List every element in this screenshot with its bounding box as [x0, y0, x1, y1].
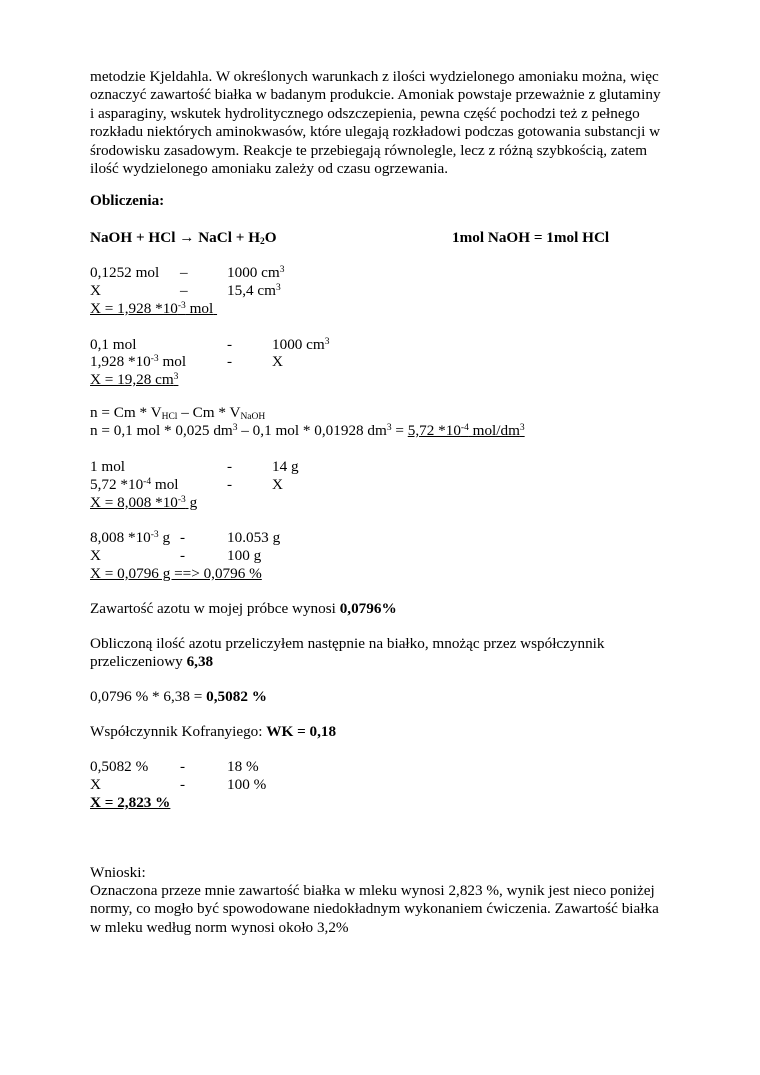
conclusion-line: Oznaczona przeze mnie zawartość białka w mleku wynosi 2,823 %, wynik jest nieco poniżej	[90, 882, 655, 899]
conversion-line-1: Obliczoną ilość azotu przeliczyłem następnie na białko, mnożąc przez współczynnik	[90, 635, 605, 652]
unit: mol	[151, 476, 179, 493]
protein-product	[90, 688, 267, 706]
text: n = Cm * V	[90, 404, 162, 421]
unit: mol/dm	[468, 422, 520, 439]
calc4-result: X = 0,0796 g ==> 0,0796 %	[90, 565, 262, 582]
exponent: -4	[143, 477, 152, 487]
calc2-result	[90, 371, 178, 389]
arrow-icon: →	[179, 229, 195, 246]
value: X = 19,28 cm	[90, 371, 174, 388]
intro-line: metodzie Kjeldahla. W określonych warunkach z ilości wydzielonego amoniaku można, więc	[90, 68, 659, 85]
exponent: 3	[275, 283, 281, 293]
formula-line-2	[90, 422, 525, 440]
kofranyi-coefficient	[90, 723, 336, 741]
calc1-r2-c3	[227, 282, 281, 300]
protein-value: 0,5082 %	[206, 688, 267, 705]
value: 5,72 *10	[407, 422, 461, 439]
calc3-result	[90, 494, 197, 512]
calc3-r2-c3: X	[272, 476, 283, 493]
calc4-r1-c1	[90, 529, 170, 547]
section-heading: Obliczenia:	[90, 192, 165, 209]
reaction-rhs: NaCl + H	[198, 229, 261, 246]
reaction-equation	[90, 229, 277, 247]
conclusion-line: normy, co mogło być spowodowane niedokładnym wykonaniem ćwiczenia. Zawartość białka	[90, 900, 659, 918]
exponent: 3	[232, 423, 238, 433]
reaction-lhs: NaOH + HCl	[90, 229, 176, 246]
calc4-r2-c3: 100 g	[227, 547, 262, 564]
text: n = 0,1 mol * 0,025 dm	[90, 422, 233, 439]
exponent: 3	[173, 372, 179, 382]
intro-line: ilość wydzielonego amoniaku zależy od czasu ogrzewania.	[90, 160, 449, 178]
calc1-r1-dash: –	[180, 264, 188, 281]
value: 8,008 *10	[90, 529, 151, 546]
exponent: 3	[324, 337, 330, 347]
exponent: 3	[519, 423, 525, 433]
value: X = 1,928 *10	[90, 300, 178, 317]
molar-ratio: 1mol NaOH = 1mol HCl	[452, 229, 610, 246]
intro-line: i asparaginy, wskutek hydrolitycznego odszczepienia, pewna część pochodzi też z pełnego	[90, 104, 640, 122]
conclusion-line: w mleku według norm wynosi około 3,2%	[90, 918, 349, 936]
kofranyi-value: WK = 0,18	[266, 723, 337, 740]
formula-result	[408, 422, 525, 439]
intro-line: rozkładu niektórych aminokwasów, które ulegają rozkładowi podczas gotowania substancji w	[90, 123, 661, 141]
calc5-r2-c1: X	[90, 776, 101, 793]
value: 1000 cm	[272, 336, 325, 353]
calc5-r1-c3: 18 %	[227, 758, 259, 775]
subscript: 2	[260, 237, 265, 247]
calc5-r2-c3: 100 %	[227, 776, 267, 793]
unit: g	[158, 529, 171, 546]
subscript: HCl	[161, 412, 178, 422]
text: – 0,1 mol * 0,01928 dm	[237, 422, 387, 439]
calc1-r1-c3	[227, 264, 284, 282]
exponent: -4	[460, 423, 469, 433]
unit: mol	[185, 300, 214, 317]
value: 1000 cm	[227, 264, 280, 281]
exponent: 3	[279, 265, 285, 275]
calc1-result	[90, 300, 217, 318]
intro-line: środowisku zasadowym. Reakcje te przebiegają równolegle, lecz z różną szybkością, zatem	[90, 141, 648, 159]
value: X = 8,008 *10	[90, 494, 178, 511]
text: przeliczeniowy	[90, 653, 187, 670]
unit: g	[185, 494, 198, 511]
nitrogen-content	[90, 600, 397, 618]
conclusions-title: Wnioski:	[90, 864, 146, 881]
exponent: 3	[386, 423, 392, 433]
calc2-r2-dash: -	[227, 353, 233, 370]
calc3-r1-c1: 1 mol	[90, 458, 126, 475]
calc4-r2-c1: X	[90, 547, 101, 564]
reaction-rhs-end: O	[264, 229, 277, 246]
unit: mol	[158, 353, 187, 370]
exponent: -3	[150, 354, 159, 364]
text: Zawartość azotu w mojej próbce wynosi	[90, 600, 340, 617]
calc1-r2-dash: –	[180, 282, 188, 299]
calc4-r1-c3: 10.053 g	[227, 529, 281, 546]
text: 0,0796 % * 6,38 =	[90, 688, 207, 705]
calc2-r1-c3	[272, 336, 329, 354]
calc3-r2-c1	[90, 476, 179, 494]
calc3-r1-dash: -	[227, 458, 233, 475]
calc2-r2-c1	[90, 353, 186, 371]
formula-line-1	[90, 404, 265, 422]
conversion-factor: 6,38	[186, 653, 214, 670]
exponent: -3	[177, 301, 186, 311]
value: 1,928 *10	[90, 353, 151, 370]
calc3-r2-dash: -	[227, 476, 233, 493]
exponent: -3	[150, 530, 159, 540]
text: Współczynnik Kofranyiego:	[90, 723, 267, 740]
calc4-r2-dash: -	[180, 547, 186, 564]
calc1-r2-c1: X	[90, 282, 101, 299]
intro-line: oznaczyć zawartość białka w badanym produkcie. Amoniak powstaje przeważnie z glutaminy	[90, 86, 661, 104]
calc1-r1-c1: 0,1252 mol	[90, 264, 160, 281]
subscript: NaOH	[240, 412, 266, 422]
nitrogen-value: 0,0796%	[339, 600, 397, 617]
calc5-result: X = 2,823 %	[90, 794, 171, 811]
calc5-r1-c1: 0,5082 %	[90, 758, 149, 775]
calc2-r1-c1: 0,1 mol	[90, 336, 137, 353]
value: 15,4 cm	[227, 282, 276, 299]
conversion-line-2	[90, 653, 213, 671]
value: 5,72 *10	[90, 476, 144, 493]
calc2-r1-dash: -	[227, 336, 233, 353]
text: =	[391, 422, 408, 439]
text: – Cm * V	[177, 404, 241, 421]
exponent: -3	[177, 495, 186, 505]
calc3-r1-c3: 14 g	[272, 458, 299, 475]
calc5-r1-dash: -	[180, 758, 186, 775]
intro-paragraph	[90, 68, 675, 178]
calc5-r2-dash: -	[180, 776, 186, 793]
calc2-r2-c3: X	[272, 353, 283, 370]
conclusions-paragraph	[90, 882, 675, 937]
calc4-r1-dash: -	[180, 529, 186, 546]
